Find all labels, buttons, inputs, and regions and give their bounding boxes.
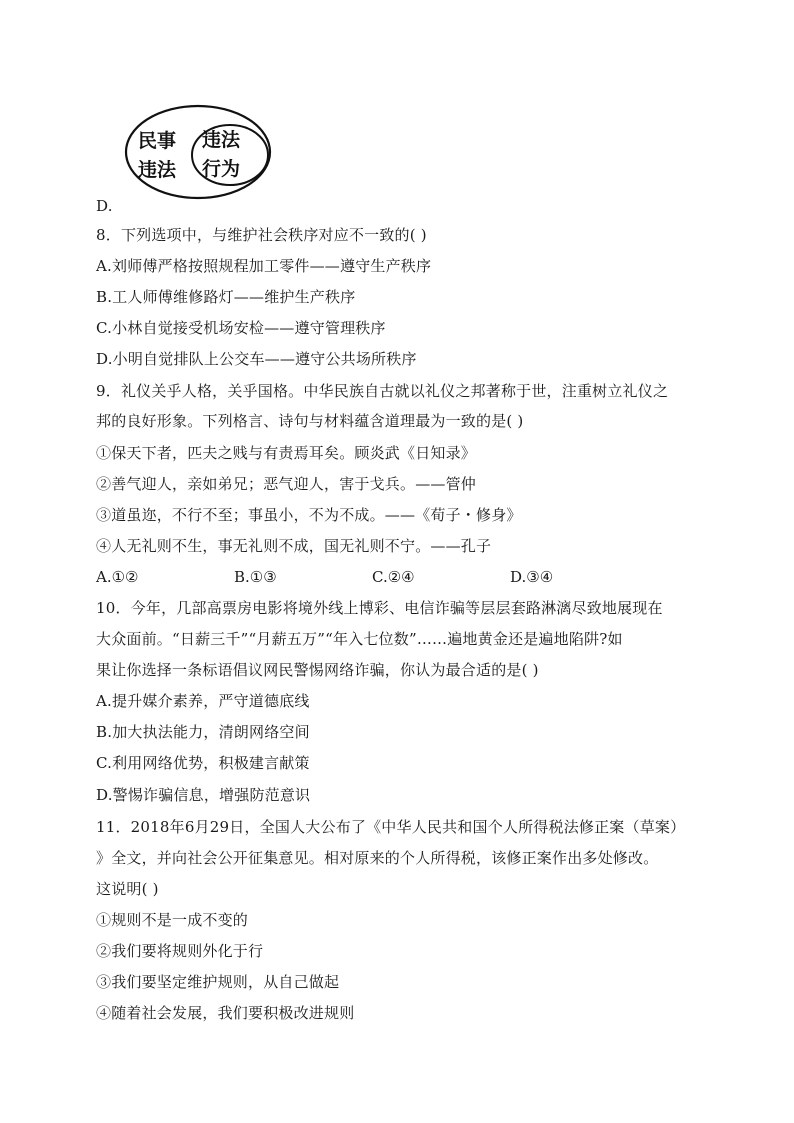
- question-8-option-c: C.小林自觉接受机场安检——遵守管理秩序: [96, 319, 386, 337]
- venn-diagram-svg: [120, 100, 280, 200]
- question-10-stem-line1: 10．今年，几部高票房电影将境外线上博彩、电信诈骗等层层套路淋漓尽致地展现在: [96, 599, 663, 617]
- question-10-option-d: D.警惕诈骗信息，增强防范意识: [96, 786, 311, 804]
- question-9-option-a: A.①②: [96, 568, 139, 586]
- inner-label-line1: 违法: [202, 129, 241, 151]
- question-10-stem-line3: 果让你选择一条标语倡议网民警惕网络诈骗，你认为最合适的是( ): [96, 661, 539, 679]
- outer-label-line2: 违法: [138, 159, 177, 181]
- venn-diagram: [120, 100, 280, 200]
- question-10-stem-line2: 大众面前。“日薪三千”“月薪五万”“年入七位数”……遍地黄金还是遍地陷阱?如: [96, 630, 623, 648]
- outer-label-line1: 民事: [138, 130, 177, 152]
- question-10-option-a: A.提升媒介素养，严守道德底线: [96, 692, 310, 710]
- question-9-options: [96, 567, 696, 587]
- outer-ellipse: [126, 106, 270, 198]
- question-8-option-d: D.小明自觉排队上公交车——遵守公共场所秩序: [96, 350, 417, 368]
- question-10-option-c: C.利用网络优势，积极建言献策: [96, 754, 310, 772]
- question-11-item-2: ②我们要将规则外化于行: [96, 942, 264, 960]
- question-9-item-2: ②善气迎人，亲如弟兄；恶气迎人，害于戈兵。——管仲: [96, 475, 477, 493]
- question-10-option-b: B.加大执法能力，清朗网络空间: [96, 723, 310, 741]
- question-11-stem-line1: 11．2018年6月29日，全国人大公布了《中华人民共和国个人所得税法修正案（草案）: [96, 818, 686, 836]
- question-9-stem-line1: 9．礼仪关乎人格，关乎国格。中华民族自古就以礼仪之邦著称于世，注重树立礼仪之: [96, 382, 669, 400]
- question-9-option-b: B.①③: [234, 568, 277, 586]
- question-9-stem-line2: 邦的良好形象。下列格言、诗句与材料蕴含道理最为一致的是( ): [96, 412, 524, 430]
- question-11-item-3: ③我们要坚定维护规则，从自己做起: [96, 973, 340, 991]
- question-8-option-b: B.工人师傅维修路灯——维护生产秩序: [96, 288, 356, 306]
- question-9-option-c: C.②④: [372, 568, 415, 586]
- question-8-option-a: A.刘师傅严格按照规程加工零件——遵守生产秩序: [96, 257, 432, 275]
- question-11-item-4: ④随着社会发展，我们要积极改进规则: [96, 1004, 355, 1022]
- question-9-item-4: ④人无礼则不生，事无礼则不成，国无礼则不宁。——孔子: [96, 537, 492, 555]
- option-d-label: D.: [96, 197, 113, 215]
- question-11-stem-line3: 这说明( ): [96, 880, 159, 898]
- question-8-stem: 8．下列选项中，与维护社会秩序对应不一致的( ): [96, 226, 427, 244]
- question-9-option-d: D.③④: [510, 568, 554, 586]
- question-9-item-3: ③道虽迩，不行不至；事虽小，不为不成。——《荀子・修身》: [96, 506, 522, 524]
- inner-label-line2: 行为: [202, 158, 241, 180]
- question-11-item-1: ①规则不是一成不变的: [96, 911, 249, 929]
- question-11-stem-line2: 》全文，并向社会公开征集意见。相对原来的个人所得税，该修正案作出多处修改。: [96, 849, 659, 867]
- question-9-item-1: ①保天下者，匹夫之贱与有责焉耳矣。顾炎武《日知录》: [96, 444, 477, 462]
